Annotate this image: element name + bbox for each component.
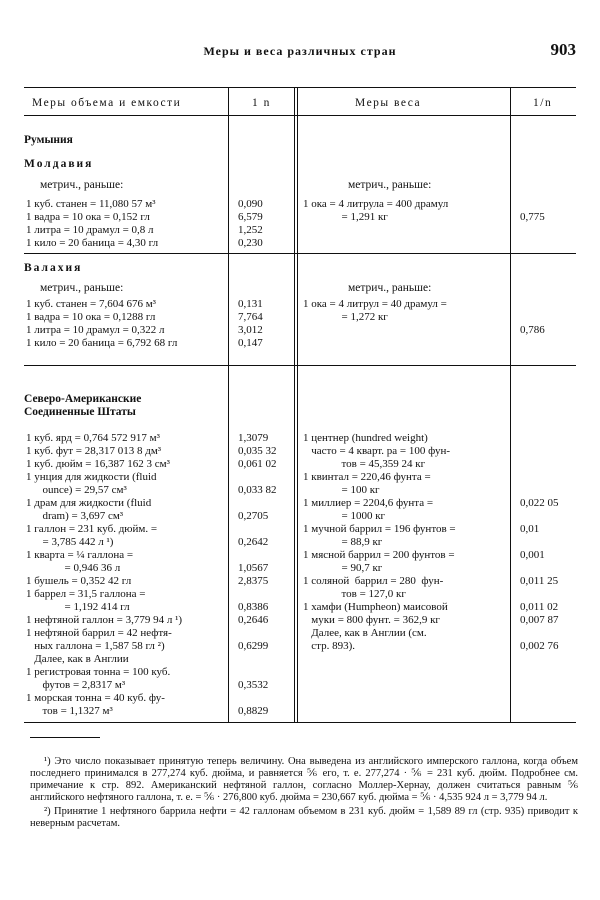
wallachia-volume-values: 0,131 7,764 3,012 0,147 (238, 298, 263, 349)
moldavia-volume-note: метрич., раньше: (40, 179, 124, 191)
wallachia-volume-note: метрич., раньше: (40, 282, 124, 294)
moldavia-volume-values: 0,090 6,579 1,252 0,230 (238, 198, 263, 249)
column-divider-1 (228, 87, 229, 722)
usa-weight-lines: 1 центнер (hundred weight) часто = 4 кварт. ра = 100 фун- тов = 45,359 24 кг 1 квинтал = 220,46 фунта = = 100 кг 1 миллиер = 2204,6 фунта = = 1000 кг 1 мучной баррил = 196 фунтов = = 88,9 кг 1 мясной баррил = 200 фунтов = = 90,7 кг 1 соляной баррил = 280 фун- тов = 127,0 кг 1 хамфи (Humpheon) маисовой муки = 800 фунт. = 362,9 кг Далее, как в Англии (см. стр. 893). (303, 432, 456, 652)
moldavia-separator-rule (24, 253, 576, 254)
usa-volume-values: 1,3079 0,035 32 0,061 02 0,033 82 0,2705 0,2642 1,0567 2,8375 0,8386 0,2646 0,6299 0,3532 0,8829 (238, 432, 277, 717)
column-divider-3 (510, 87, 511, 722)
footnote-rule (30, 737, 100, 738)
column-divider-2 (294, 87, 295, 722)
col-header-volume: Меры объема и емкости (32, 97, 182, 109)
table-header-rule (24, 115, 576, 116)
wallachia-separator-rule (24, 365, 576, 366)
column-divider-2b (297, 87, 298, 722)
footnote-1: ¹) Это число показывает принятую теперь величину. Она выведена из английского имперского галлона, когда объем последнего принимался в 277,274 куб. дюйма, и равняется ⅚ его, т. е. 277,274 · ⅚ = 231 куб. дюйм. Подробнее см. примечание к стр. 892. Американский нефтяной галлон, согласно Моллер-Хернау, должен считаться равным ⅚ английского нефтяного галлона, т. е. = ⅚ · 276,800 куб. дюйма = 230,667 куб. дюйма = ⅚ · 4,535 924 л = 3,779 94 л. (30, 756, 578, 803)
moldavia-volume-lines: 1 куб. станен = 11,080 57 м³ 1 вадра = 10 ока = 0,152 гл 1 литра = 10 драмул = 0,8 л 1 кило = 20 баница = 4,30 гл (26, 198, 159, 249)
section-title-usa: Северо-Американские Соединенные Штаты (24, 393, 142, 418)
table-top-rule (24, 87, 576, 88)
section-title-romania: Румыния (24, 134, 73, 146)
moldavia-weight-lines: 1 ока = 4 литрула = 400 драмул = 1,291 кг (303, 198, 449, 223)
wallachia-weight-lines: 1 ока = 4 литрул = 40 драмул = = 1,272 кг (303, 298, 447, 323)
wallachia-weight-values: 0,786 (520, 324, 545, 336)
usa-weight-values: 0,022 05 0,01 0,001 0,011 25 0,011 02 0,007 87 0,002 76 (520, 497, 559, 652)
col-header-1n: 1 n (252, 97, 271, 109)
col-header-1-over-n: 1/n (533, 97, 553, 109)
moldavia-weight-values: 0,775 (520, 211, 545, 223)
wallachia-volume-lines: 1 куб. станен = 7,604 676 м³ 1 вадра = 10 ока = 0,1288 гл 1 литра = 10 драмул = 0,322 л 1 кило = 20 баница = 6,792 68 гл (26, 298, 178, 349)
wallachia-weight-note: метрич., раньше: (348, 282, 432, 294)
subsection-title-wallachia: Валахия (24, 262, 83, 274)
running-header-title: Меры и веса различных стран (203, 44, 397, 58)
col-header-weight: Меры веса (355, 97, 422, 109)
usa-volume-lines: 1 куб. ярд = 0,764 572 917 м³ 1 куб. фут = 28,317 013 8 дм³ 1 куб. дюйм = 16,387 162 3 см³ 1 унция для жидкости (fluid ounce) = 29,57 см³ 1 драм для жидкости (fluid dram) = 3,697 см³ 1 галлон = 231 куб. дюйм. = = 3,785 442 л ¹) 1 кварта = ¼ галлона = = 0,946 36 л 1 бушель = 0,352 42 гл 1 баррел = 31,5 галлона = = 1,192 414 гл 1 нефтяной галлон = 3,779 94 л ¹) 1 нефтяной баррил = 42 нефтя- ных галлона = 1,587 58 гл ²) Далее, как в Англии 1 регистровая тонна = 100 куб. футов = 2,8317 м³ 1 морская тонна = 40 куб. фу- тов = 1,1327 м³ (26, 432, 183, 717)
moldavia-weight-note: метрич., раньше: (348, 179, 432, 191)
subsection-title-moldavia: Молдавия (24, 158, 94, 170)
page-number: 903 (550, 40, 576, 59)
footnote-2: ²) Принятие 1 нефтяного баррила нефти = 42 галлонам объемом в 231 куб. дюйм = 1,589 89 гл (стр. 935) приводит к неверным расчетам. (30, 806, 578, 829)
table-bottom-rule (24, 722, 576, 723)
footnotes (30, 756, 578, 832)
